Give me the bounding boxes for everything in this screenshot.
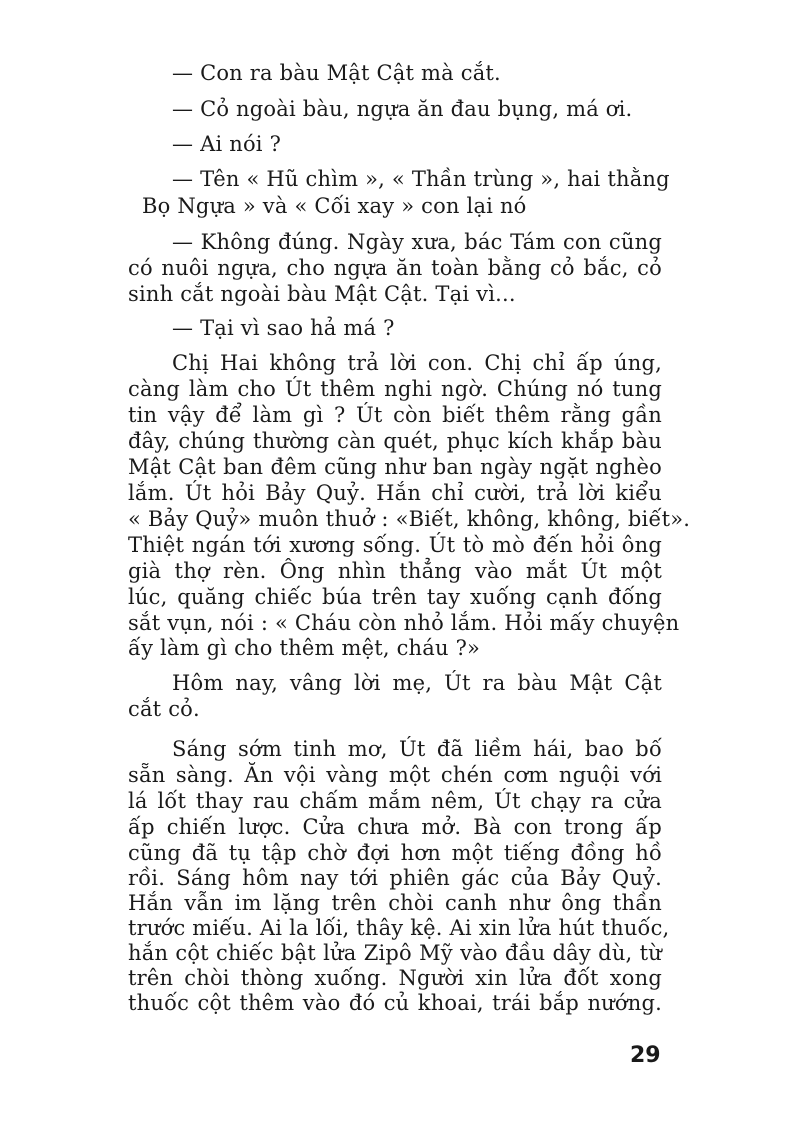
text-line: — Tên « Hũ chìm », « Thần trùng », hai thằng bbox=[172, 167, 670, 191]
text-line: rồi. Sáng hôm nay tới phiên gác của Bảy Quỷ. bbox=[128, 866, 662, 890]
text-line: đây, chúng thường càn quét, phục kích khắp bàu bbox=[128, 429, 662, 453]
text-line: sinh cắt ngoài bàu Mật Cật. Tại vì... bbox=[128, 282, 516, 306]
text-line: trên chòi thòng xuống. Người xin lửa đốt xong bbox=[128, 966, 662, 990]
text-line: già thợ rèn. Ông nhìn thẳng vào mắt Út một bbox=[128, 559, 662, 583]
text-line: « Bảy Quỷ» muôn thuở : «Biết, không, không, biết». bbox=[128, 507, 691, 531]
text-line: Hôm nay, vâng lời mẹ, Út ra bàu Mật Cật bbox=[172, 671, 662, 695]
text-line: Mật Cật ban đêm cũng như ban ngày ngặt nghèo bbox=[128, 455, 662, 479]
text-line: Hắn vẫn im lặng trên chòi canh như ông thần bbox=[128, 891, 662, 915]
text-line: hắn cột chiếc bật lửa Zipô Mỹ vào đầu dây dù, từ bbox=[128, 941, 662, 965]
text-line: cũng đã tụ tập chờ đợi hơn một tiếng đồng hồ bbox=[128, 841, 662, 865]
text-line: Sáng sớm tinh mơ, Út đã liềm hái, bao bố bbox=[172, 737, 662, 761]
text-line: — Không đúng. Ngày xưa, bác Tám con cũng bbox=[172, 230, 662, 254]
text-line: — Ai nói ? bbox=[172, 132, 282, 156]
text-line: ấy làm gì cho thêm mệt, cháu ?» bbox=[128, 636, 481, 660]
text-line: càng làm cho Út thêm nghi ngờ. Chúng nó tung bbox=[128, 377, 662, 401]
text-line: — Tại vì sao hả má ? bbox=[172, 316, 395, 340]
text-line: — Cỏ ngoài bàu, ngựa ăn đau bụng, má ơi. bbox=[172, 97, 633, 121]
text-line: lắm. Út hỏi Bảy Quỷ. Hắn chỉ cười, trả lời kiểu bbox=[128, 481, 662, 505]
page-number: 29 bbox=[630, 1043, 661, 1068]
text-line: — Con ra bàu Mật Cật mà cắt. bbox=[172, 61, 501, 85]
text-line: ấp chiến lược. Cửa chưa mở. Bà con trong ấp bbox=[128, 815, 662, 839]
text-line: thuốc cột thêm vào đó củ khoai, trái bắp nướng. bbox=[128, 991, 662, 1015]
text-line: lúc, quăng chiếc búa trên tay xuống cạnh đống bbox=[128, 585, 662, 609]
text-line: sẵn sàng. Ăn vội vàng một chén cơm nguội với bbox=[128, 763, 662, 787]
text-line: tin vậy để làm gì ? Út còn biết thêm rằng gần bbox=[128, 403, 662, 427]
text-line: Thiệt ngán tới xương sống. Út tò mò đến hỏi ông bbox=[128, 533, 662, 557]
text-line: Chị Hai không trả lời con. Chị chỉ ấp úng, bbox=[172, 351, 662, 375]
text-line: sắt vụn, nói : « Cháu còn nhỏ lắm. Hỏi mấy chuyện bbox=[128, 611, 680, 635]
text-line: lá lốt thay rau chấm mắm nêm, Út chạy ra cửa bbox=[128, 789, 662, 813]
text-line: Bọ Ngựa » và « Cối xay » con lại nó bbox=[142, 194, 527, 218]
text-line: cắt cỏ. bbox=[128, 697, 200, 721]
text-line: có nuôi ngựa, cho ngựa ăn toàn bằng cỏ bắc, cỏ bbox=[128, 256, 662, 280]
text-line: trước miếu. Ai la lối, thây kệ. Ai xin lửa hút thuốc, bbox=[128, 916, 670, 940]
